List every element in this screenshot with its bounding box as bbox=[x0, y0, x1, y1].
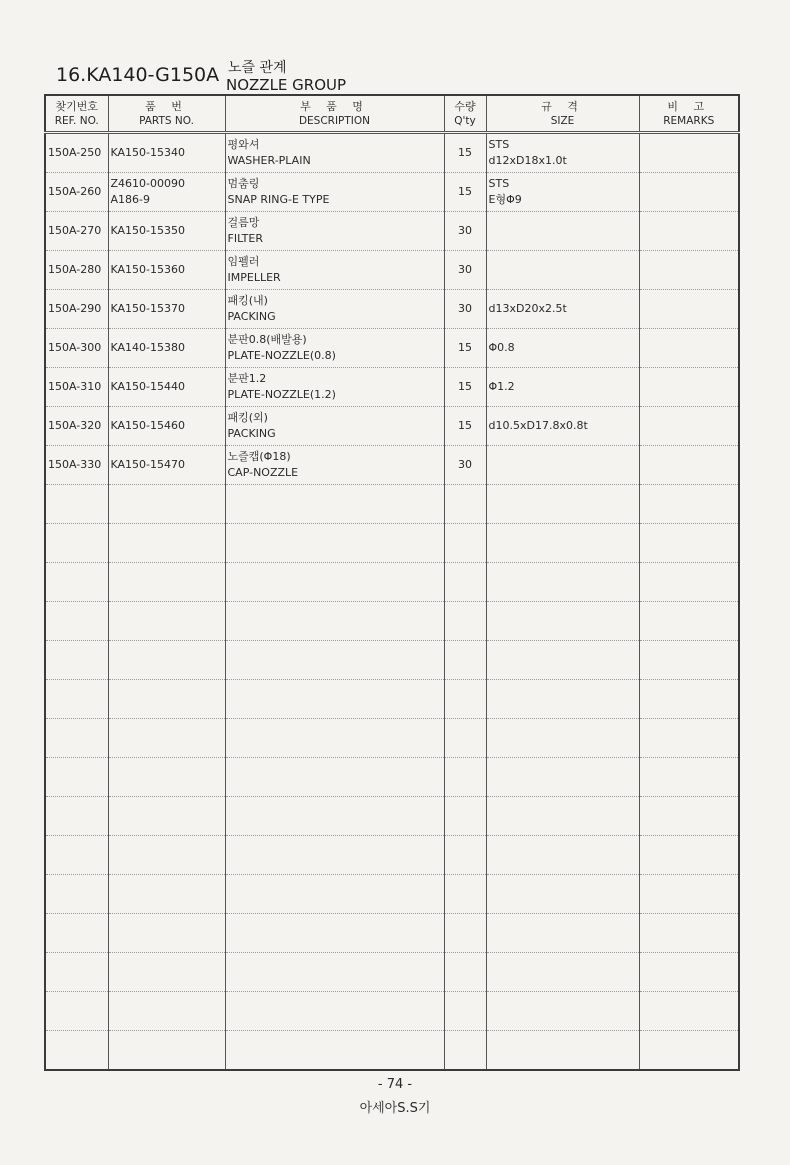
size-cell-text: Φ1.2 bbox=[488, 380, 515, 393]
size-cell bbox=[486, 446, 639, 485]
empty-cell bbox=[45, 1031, 108, 1071]
group-title-english: NOZZLE GROUP bbox=[226, 76, 347, 94]
empty-cell bbox=[108, 602, 225, 641]
empty-cell bbox=[225, 680, 444, 719]
size-cell bbox=[486, 133, 639, 173]
qty-cell-text: 30 bbox=[458, 224, 472, 237]
table-row bbox=[45, 173, 739, 212]
remarks-cell bbox=[639, 133, 739, 173]
parts-no-cell-text: A186-9 bbox=[110, 193, 150, 206]
description-cell-text: IMPELLER bbox=[227, 271, 281, 284]
empty-table-row bbox=[45, 641, 739, 680]
empty-cell bbox=[444, 953, 486, 992]
empty-cell bbox=[486, 992, 639, 1031]
col-header-qty: 수량 Q'ty bbox=[444, 95, 486, 133]
table-row bbox=[45, 251, 739, 290]
ref-no-cell bbox=[45, 329, 108, 368]
ref-no-cell-text: 150A-300 bbox=[48, 341, 102, 354]
empty-cell bbox=[444, 563, 486, 602]
ref-no-cell bbox=[45, 368, 108, 407]
empty-cell bbox=[108, 836, 225, 875]
empty-cell bbox=[486, 563, 639, 602]
empty-cell bbox=[45, 875, 108, 914]
ref-no-cell-text: 150A-320 bbox=[48, 419, 102, 432]
empty-cell bbox=[486, 953, 639, 992]
description-cell bbox=[225, 290, 444, 329]
description-cell bbox=[225, 368, 444, 407]
empty-cell bbox=[639, 485, 739, 524]
empty-cell bbox=[108, 875, 225, 914]
empty-cell bbox=[639, 875, 739, 914]
ref-no-cell bbox=[45, 212, 108, 251]
parts-no-cell bbox=[108, 251, 225, 290]
empty-cell bbox=[444, 602, 486, 641]
remarks-cell bbox=[639, 407, 739, 446]
empty-cell bbox=[444, 992, 486, 1031]
parts-no-cell bbox=[108, 173, 225, 212]
empty-cell bbox=[45, 914, 108, 953]
table-row bbox=[45, 446, 739, 485]
ref-no-cell bbox=[45, 133, 108, 173]
ref-no-cell-text: 150A-270 bbox=[48, 224, 102, 237]
description-cell-text: 분판1.2 bbox=[227, 372, 267, 385]
empty-cell bbox=[486, 641, 639, 680]
size-cell-text: E형Φ9 bbox=[488, 193, 522, 206]
empty-cell bbox=[225, 914, 444, 953]
description-cell-text: 패킹(내) bbox=[227, 294, 268, 307]
qty-cell-text: 30 bbox=[458, 263, 472, 276]
parts-no-cell-text: KA150-15440 bbox=[110, 380, 186, 393]
empty-cell bbox=[225, 719, 444, 758]
parts-no-cell bbox=[108, 407, 225, 446]
empty-cell bbox=[225, 836, 444, 875]
empty-cell bbox=[444, 836, 486, 875]
table-row bbox=[45, 368, 739, 407]
description-cell-text: 분판0.8(배발용) bbox=[227, 333, 307, 346]
empty-table-row bbox=[45, 680, 739, 719]
description-cell-text: CAP-NOZZLE bbox=[227, 466, 299, 479]
empty-cell bbox=[225, 524, 444, 563]
description-cell-text: PACKING bbox=[227, 310, 276, 323]
empty-cell bbox=[108, 485, 225, 524]
description-cell-text: 노즐캡(Φ18) bbox=[227, 450, 291, 463]
qty-cell-text: 15 bbox=[458, 185, 472, 198]
empty-cell bbox=[639, 914, 739, 953]
empty-cell bbox=[639, 836, 739, 875]
empty-table-row bbox=[45, 758, 739, 797]
description-cell-text: PLATE-NOZZLE(0.8) bbox=[227, 349, 336, 362]
empty-cell bbox=[444, 875, 486, 914]
empty-table-row bbox=[45, 602, 739, 641]
table-row bbox=[45, 133, 739, 173]
size-cell bbox=[486, 368, 639, 407]
col-header-description: 부 품 명 DESCRIPTION bbox=[225, 95, 444, 133]
empty-cell bbox=[225, 758, 444, 797]
empty-cell bbox=[45, 485, 108, 524]
description-cell-text: SNAP RING-E TYPE bbox=[227, 193, 330, 206]
size-cell bbox=[486, 290, 639, 329]
qty-cell bbox=[444, 368, 486, 407]
size-cell-text: d13xD20x2.5t bbox=[488, 302, 567, 315]
empty-cell bbox=[108, 1031, 225, 1071]
company-name: 아세아S.S기 bbox=[359, 1101, 431, 1116]
description-cell-text: 걸름망 bbox=[227, 216, 260, 229]
table-row bbox=[45, 290, 739, 329]
empty-cell bbox=[45, 992, 108, 1031]
empty-cell bbox=[639, 953, 739, 992]
empty-cell bbox=[225, 797, 444, 836]
size-cell-text: Φ0.8 bbox=[488, 341, 515, 354]
empty-cell bbox=[108, 563, 225, 602]
qty-cell bbox=[444, 446, 486, 485]
ref-no-cell-text: 150A-310 bbox=[48, 380, 102, 393]
empty-cell bbox=[639, 563, 739, 602]
parts-no-cell-text: KA150-15370 bbox=[110, 302, 186, 315]
description-cell-text: PACKING bbox=[227, 427, 276, 440]
parts-no-cell bbox=[108, 133, 225, 173]
empty-cell bbox=[444, 758, 486, 797]
empty-cell bbox=[225, 563, 444, 602]
qty-cell bbox=[444, 212, 486, 251]
empty-cell bbox=[639, 758, 739, 797]
empty-table-row bbox=[45, 719, 739, 758]
empty-cell bbox=[108, 719, 225, 758]
empty-cell bbox=[444, 1031, 486, 1071]
description-cell bbox=[225, 212, 444, 251]
empty-table-row bbox=[45, 836, 739, 875]
description-cell-text: PLATE-NOZZLE(1.2) bbox=[227, 388, 336, 401]
empty-cell bbox=[639, 992, 739, 1031]
empty-cell bbox=[108, 914, 225, 953]
empty-cell bbox=[444, 641, 486, 680]
parts-no-cell-text: Z4610-00090 bbox=[110, 177, 185, 190]
group-title-korean: 노즐 관계 bbox=[228, 60, 287, 76]
empty-cell bbox=[639, 641, 739, 680]
size-cell-text: STS bbox=[488, 177, 510, 190]
empty-cell bbox=[486, 602, 639, 641]
empty-cell bbox=[45, 719, 108, 758]
empty-cell bbox=[108, 992, 225, 1031]
parts-no-cell bbox=[108, 368, 225, 407]
empty-cell bbox=[108, 797, 225, 836]
parts-no-cell-text: KA150-15360 bbox=[110, 263, 186, 276]
empty-cell bbox=[486, 719, 639, 758]
description-cell bbox=[225, 329, 444, 368]
empty-table-row bbox=[45, 485, 739, 524]
remarks-cell bbox=[639, 173, 739, 212]
description-cell bbox=[225, 446, 444, 485]
empty-cell bbox=[639, 524, 739, 563]
ref-no-cell-text: 150A-280 bbox=[48, 263, 102, 276]
qty-cell bbox=[444, 407, 486, 446]
qty-cell bbox=[444, 173, 486, 212]
empty-cell bbox=[45, 641, 108, 680]
parts-no-cell bbox=[108, 446, 225, 485]
empty-cell bbox=[108, 758, 225, 797]
empty-cell bbox=[639, 602, 739, 641]
empty-cell bbox=[486, 875, 639, 914]
description-cell bbox=[225, 251, 444, 290]
ref-no-cell bbox=[45, 407, 108, 446]
description-cell bbox=[225, 407, 444, 446]
qty-cell-text: 15 bbox=[458, 380, 472, 393]
parts-no-cell bbox=[108, 212, 225, 251]
empty-cell bbox=[639, 797, 739, 836]
size-cell bbox=[486, 251, 639, 290]
description-cell-text: WASHER-PLAIN bbox=[227, 154, 311, 167]
description-cell-text: 임펠러 bbox=[227, 255, 260, 268]
description-cell-text: 멈춤링 bbox=[227, 177, 260, 190]
empty-table-row bbox=[45, 914, 739, 953]
ref-no-cell-text: 150A-290 bbox=[48, 302, 102, 315]
ref-no-cell bbox=[45, 173, 108, 212]
empty-cell bbox=[444, 797, 486, 836]
empty-cell bbox=[225, 641, 444, 680]
col-header-ref: 찾기번호 REF. NO. bbox=[45, 95, 108, 133]
qty-cell-text: 30 bbox=[458, 302, 472, 315]
col-header-parts-no: 품 번 PARTS NO. bbox=[108, 95, 225, 133]
empty-cell bbox=[225, 1031, 444, 1071]
empty-cell bbox=[444, 719, 486, 758]
empty-cell bbox=[225, 602, 444, 641]
table-row bbox=[45, 212, 739, 251]
size-cell-text: d12xD18x1.0t bbox=[488, 154, 567, 167]
qty-cell bbox=[444, 133, 486, 173]
description-cell-text: FILTER bbox=[227, 232, 263, 245]
col-header-remarks: 비 고 REMARKS bbox=[639, 95, 739, 133]
empty-table-row bbox=[45, 524, 739, 563]
table-row bbox=[45, 407, 739, 446]
ref-no-cell-text: 150A-250 bbox=[48, 146, 102, 159]
size-cell-text: STS bbox=[488, 138, 510, 151]
empty-cell bbox=[45, 836, 108, 875]
empty-cell bbox=[486, 914, 639, 953]
size-cell-text: d10.5xD17.8x0.8t bbox=[488, 419, 588, 432]
description-cell bbox=[225, 173, 444, 212]
remarks-cell bbox=[639, 368, 739, 407]
empty-cell bbox=[225, 953, 444, 992]
empty-cell bbox=[444, 524, 486, 563]
size-cell bbox=[486, 173, 639, 212]
parts-no-cell-text: KA150-15350 bbox=[110, 224, 186, 237]
ref-no-cell bbox=[45, 251, 108, 290]
parts-no-cell-text: KA150-15340 bbox=[110, 146, 186, 159]
remarks-cell bbox=[639, 251, 739, 290]
size-cell bbox=[486, 329, 639, 368]
ref-no-cell-text: 150A-260 bbox=[48, 185, 102, 198]
empty-table-row bbox=[45, 953, 739, 992]
empty-cell bbox=[45, 797, 108, 836]
empty-table-row bbox=[45, 875, 739, 914]
remarks-cell bbox=[639, 212, 739, 251]
ref-no-cell-text: 150A-330 bbox=[48, 458, 102, 471]
qty-cell bbox=[444, 329, 486, 368]
empty-cell bbox=[225, 992, 444, 1031]
qty-cell-text: 15 bbox=[458, 419, 472, 432]
page-number: - 74 - bbox=[377, 1077, 413, 1092]
empty-cell bbox=[444, 680, 486, 719]
table-header-row bbox=[45, 95, 739, 133]
empty-cell bbox=[639, 719, 739, 758]
parts-no-cell-text: KA150-15460 bbox=[110, 419, 186, 432]
empty-cell bbox=[486, 836, 639, 875]
parts-no-cell-text: KA140-15380 bbox=[110, 341, 186, 354]
parts-table-body bbox=[45, 133, 739, 1071]
parts-no-cell bbox=[108, 329, 225, 368]
group-code: 16.KA140-G150A bbox=[56, 64, 220, 86]
empty-cell bbox=[45, 680, 108, 719]
parts-table bbox=[44, 94, 740, 1071]
empty-cell bbox=[108, 680, 225, 719]
empty-table-row bbox=[45, 797, 739, 836]
empty-table-row bbox=[45, 992, 739, 1031]
remarks-cell bbox=[639, 290, 739, 329]
empty-cell bbox=[108, 641, 225, 680]
qty-cell bbox=[444, 290, 486, 329]
remarks-cell bbox=[639, 446, 739, 485]
qty-cell-text: 15 bbox=[458, 146, 472, 159]
parts-no-cell bbox=[108, 290, 225, 329]
remarks-cell bbox=[639, 329, 739, 368]
qty-cell bbox=[444, 251, 486, 290]
empty-cell bbox=[108, 524, 225, 563]
empty-cell bbox=[486, 758, 639, 797]
description-cell-text: 패킹(외) bbox=[227, 411, 268, 424]
empty-cell bbox=[486, 797, 639, 836]
empty-cell bbox=[45, 563, 108, 602]
empty-cell bbox=[45, 758, 108, 797]
col-header-size: 규 격 SIZE bbox=[486, 95, 639, 133]
empty-cell bbox=[486, 680, 639, 719]
empty-cell bbox=[45, 602, 108, 641]
empty-cell bbox=[444, 914, 486, 953]
qty-cell-text: 15 bbox=[458, 341, 472, 354]
empty-cell bbox=[486, 1031, 639, 1071]
empty-cell bbox=[444, 485, 486, 524]
empty-table-row bbox=[45, 563, 739, 602]
empty-cell bbox=[639, 680, 739, 719]
qty-cell-text: 30 bbox=[458, 458, 472, 471]
table-row bbox=[45, 329, 739, 368]
empty-table-row bbox=[45, 1031, 739, 1071]
empty-cell bbox=[45, 524, 108, 563]
size-cell bbox=[486, 212, 639, 251]
description-cell-text: 평와셔 bbox=[227, 138, 260, 151]
description-cell bbox=[225, 133, 444, 173]
empty-cell bbox=[486, 485, 639, 524]
empty-cell bbox=[486, 524, 639, 563]
parts-no-cell-text: KA150-15470 bbox=[110, 458, 186, 471]
empty-cell bbox=[225, 485, 444, 524]
ref-no-cell bbox=[45, 446, 108, 485]
empty-cell bbox=[108, 953, 225, 992]
empty-cell bbox=[45, 953, 108, 992]
size-cell bbox=[486, 407, 639, 446]
ref-no-cell bbox=[45, 290, 108, 329]
empty-cell bbox=[225, 875, 444, 914]
empty-cell bbox=[639, 1031, 739, 1071]
